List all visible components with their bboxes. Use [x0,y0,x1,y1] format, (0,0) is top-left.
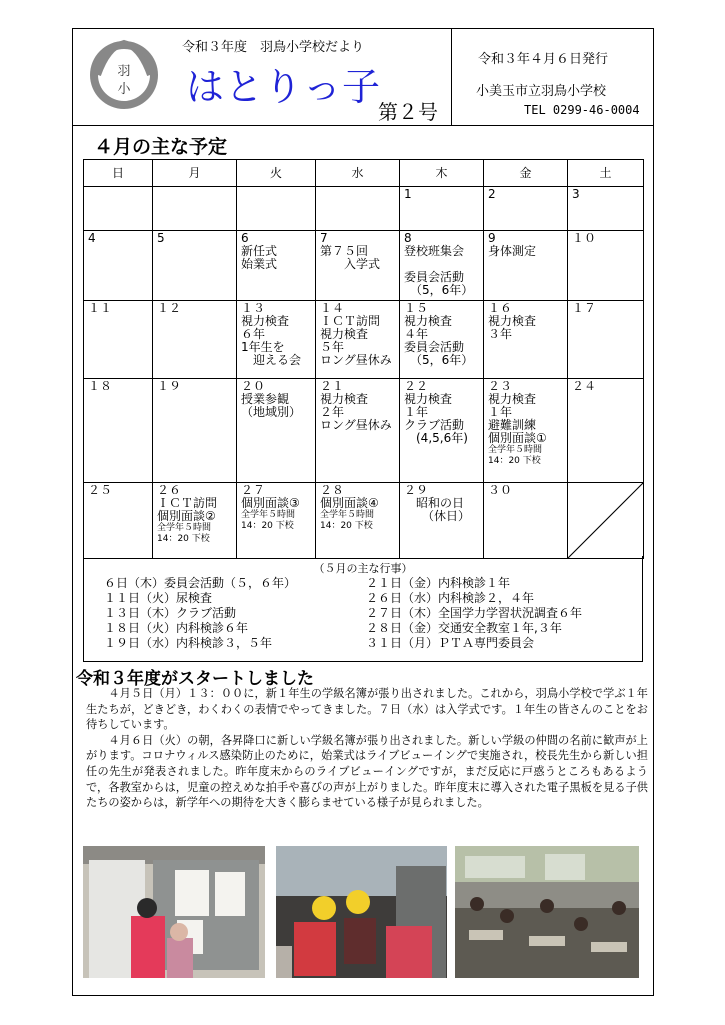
photo-new-students-entrance [276,846,447,978]
day-events: 登校班集会 委員会活動 （5，6年） [404,244,474,297]
calendar-day-cell [316,187,400,231]
day-number: 3 [572,187,580,201]
calendar-day-cell [237,379,316,483]
calendar-day-cell [400,483,484,559]
calendar-day-cell [316,231,400,301]
day-note: 全学年５時間 14：20 下校 [157,523,212,544]
school-emblem [88,37,160,113]
emblem-text: 羽 [117,64,131,79]
calendar-day-cell [84,231,153,301]
day-number: ２１ [320,379,345,393]
day-events: 個別面談③ [241,496,300,510]
newsletter-title: はとりっ子 [186,65,382,109]
day-number: １７ [572,301,597,315]
may-events-right [366,576,582,651]
article-title: 令和３年度がスタートしました [76,669,314,689]
school-tel: TEL 0299-46-0004 [524,103,640,117]
calendar-day-cell [316,379,400,483]
may-event-item: ３１日（月）ＰＴＡ専門委員会 [366,636,535,650]
calendar-day-cell [484,187,568,231]
day-number: 8 [404,231,412,245]
calendar-day-cell [237,301,316,379]
calendar-day-cell [484,301,568,379]
day-number: ２６ [157,483,182,497]
calendar-week-row [84,379,644,483]
may-event-item: ２１日（金）内科検診１年 [366,576,511,590]
calendar-week-row [84,231,644,301]
calendar-day-header: 木 [400,160,484,187]
may-event-item: ２７日（木）全国学力学習状況調査６年 [366,606,583,620]
may-events-title: （５月の主な行事） [313,562,413,575]
may-event-item: １３日（木）クラブ活動 [104,606,237,620]
calendar-day-cell [568,187,644,231]
day-number: 5 [157,231,165,245]
day-number: ２２ [404,379,429,393]
day-number: ２９ [404,483,429,497]
school-name: 小美玉市立羽鳥小学校 [476,84,607,99]
calendar-day-cell [484,379,568,483]
calendar-day-header: 火 [237,160,316,187]
day-number: 6 [241,231,249,245]
calendar-week-row [84,187,644,231]
day-number: １０ [572,231,597,245]
day-events: ＩＣＴ訪問 個別面談② [157,496,218,523]
article-body [86,686,648,811]
calendar-week-row [84,301,644,379]
photo-class-list-board [83,846,265,978]
newsletter-subtitle: 令和３年度 羽鳥小学校だより [182,40,365,55]
day-note: 全学年５時間 14：20 下校 [488,445,543,466]
calendar-day-cell [153,483,237,559]
calendar-day-cell [84,301,153,379]
calendar-day-cell [400,187,484,231]
calendar-day-cell [316,483,400,559]
day-events: 授業参観 （地域別） [241,392,302,419]
calendar-day-cell [400,301,484,379]
calendar-day-header: 月 [153,160,237,187]
day-events: 視力検査 ４年 委員会活動 （5，6年） [404,314,474,367]
day-events: 視力検査 ２年 ロング昼休み [320,392,392,432]
day-number: 2 [488,187,496,201]
calendar-day-cell [568,231,644,301]
day-note: 全学年５時間 14：20 下校 [241,510,296,531]
calendar-day-cell [568,301,644,379]
calendar-empty-cell-slash [568,483,644,559]
day-number: １５ [404,301,429,315]
may-events-left [104,576,296,651]
calendar-day-header: 土 [568,160,644,187]
article-paragraph: ４月６日（火）の朝，各昇降口に新しい学級名簿が張り出されました。新しい学級の仲間の名前に歓声が上がります。コロナウィルス感染防止のために，始業式はライブビューイングで実施され，校長先生から新しい担任の先生が発表されました。昨年度末からのライブビューイングですが，まだ反応に戸惑うところもあるようで，各教室からは，児童の控えめな拍手や喜びの声が上がりました。昨年度末に導入された電子黒板を見る子供たちの姿からは，新学年への期待を大きく膨らませている様子が見られました。 [86,733,648,810]
calendar-week-row [84,483,644,559]
day-number: ２３ [488,379,513,393]
calendar-day-cell [84,187,153,231]
publish-date: 令和３年４月６日発行 [478,52,609,67]
calendar-day-cell [484,231,568,301]
may-event-item: １９日（水）内科検診３，５年 [104,636,273,650]
day-number: １８ [88,379,113,393]
may-event-item: ２８日（金）交通安全教室１年,３年 [366,621,562,635]
day-number: ３０ [488,483,513,497]
day-events: 身体測定 [488,244,537,258]
day-number: １１ [88,301,113,315]
may-events-box [83,556,643,662]
day-number: １２ [157,301,182,315]
day-note: 全学年５時間 14：20 下校 [320,510,375,531]
svg-text:小: 小 [117,82,131,97]
calendar-day-cell [153,187,237,231]
calendar-day-cell [153,231,237,301]
calendar-day-header: 日 [84,160,153,187]
photo-classroom [455,846,639,978]
day-number: ２４ [572,379,597,393]
day-number: １３ [241,301,266,315]
day-number: ２５ [88,483,113,497]
schedule-title: ４月の主な予定 [94,136,228,158]
calendar-header-row [84,160,644,187]
day-events: 第７５回 入学式 [320,244,381,271]
day-events: 視力検査 １年 クラブ活動 (4,5,6年) [404,392,468,445]
day-number: ２７ [241,483,266,497]
day-number: ２８ [320,483,345,497]
day-events: 新任式 始業式 [241,244,278,271]
april-calendar [83,159,644,559]
day-events: 視力検査 １年 避難訓練 個別面談① [488,392,547,445]
calendar-day-cell [153,379,237,483]
day-number: 4 [88,231,96,245]
may-event-item: ６日（木）委員会活動（５，６年） [104,576,297,590]
calendar-day-cell [400,231,484,301]
calendar-day-cell [484,483,568,559]
may-event-item: ２６日（水）内科検診２，４年 [366,591,535,605]
may-event-item: １８日（火）内科検診６年 [104,621,249,635]
calendar-day-header: 金 [484,160,568,187]
calendar-day-cell [237,187,316,231]
day-number: 1 [404,187,412,201]
day-number: 9 [488,231,496,245]
masthead-divider [451,28,452,126]
calendar-day-cell [316,301,400,379]
day-number: 7 [320,231,328,245]
day-number: ２０ [241,379,266,393]
calendar-day-cell [84,483,153,559]
day-number: １９ [157,379,182,393]
calendar-day-cell [568,379,644,483]
calendar-day-cell [237,483,316,559]
day-events: 個別面談④ [320,496,379,510]
day-events: 視力検査 ３年 [488,314,537,341]
day-events: ＩＣＴ訪問 視力検査 ５年 ロング昼休み [320,314,392,367]
calendar-day-cell [84,379,153,483]
day-number: １６ [488,301,513,315]
day-number: １４ [320,301,345,315]
issue-number: 第２号 [378,100,438,124]
day-events: 昭和の日 （休日） [416,496,471,523]
calendar-day-header: 水 [316,160,400,187]
article-paragraph: ４月５日（月）１３：００に，新１年生の学級名簿が張り出されました。これから，羽鳥小学校で学ぶ１年生たちが，どきどき，わくわくの表情でやってきました。７日（水）は入学式です。１年生の皆さんのことをお待ちしています。 [86,687,648,732]
may-event-item: １１日（火）尿検査 [104,591,213,605]
day-events: 視力検査 ６年 1年生を 迎える会 [241,314,302,367]
calendar-day-cell [153,301,237,379]
calendar-day-cell [237,231,316,301]
calendar-day-cell [400,379,484,483]
